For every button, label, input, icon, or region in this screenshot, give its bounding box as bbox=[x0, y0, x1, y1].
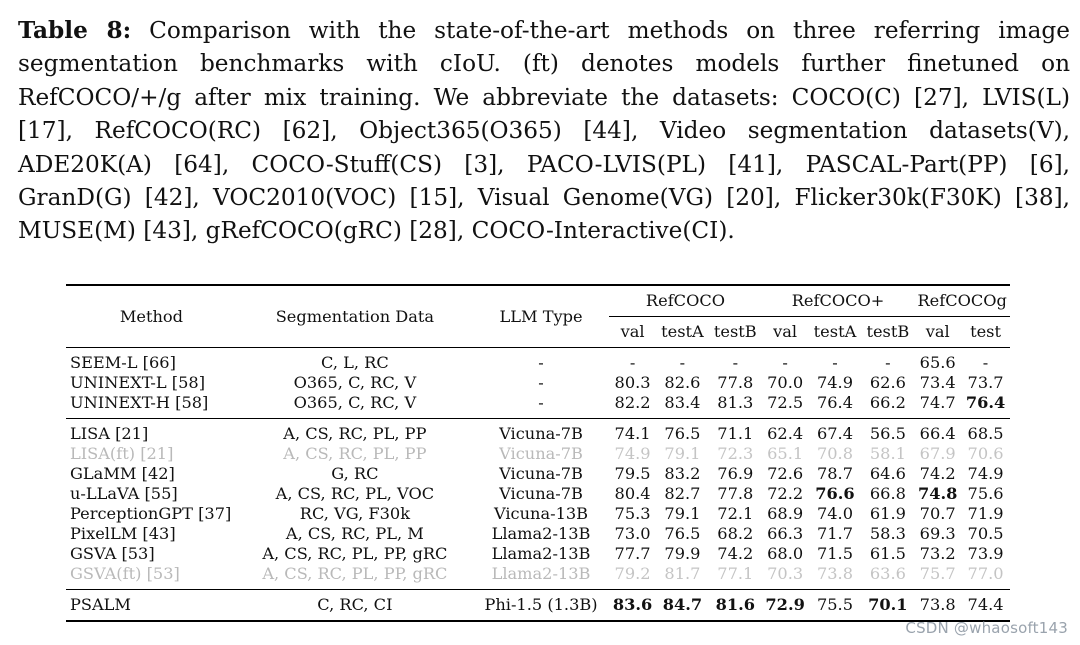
score-cell: 76.5 bbox=[664, 524, 701, 543]
caption-text: Comparison with the state-of-the-art methods on three referring image segmentation benchmarks with cIoU. (ft) denotes models further finetuned on RefCOCO/+/g after mix training. We abbreviate the datasets: COCO(C) [27], LVIS(L) [17], RefCOCO(RC) [62], Object365(O365) [44], Video segmentation datasets(V), ADE20K(A) [64], COCO-Stuff(CS) [3], PACO-LVIS(PL) [41], PASCAL-Part(PP) [6], GranD(G) [42], VOC2010(VOC) [15], Visual Genome(VG) [20], Flicker30k(F30K) [38], MUSE(M) [43], gRefCOCO(gRC) [28], COCO-Interactive(CI). bbox=[18, 17, 1070, 245]
score-cell: 75.6 bbox=[967, 484, 1004, 503]
score-cell: 70.0 bbox=[767, 373, 804, 392]
score-cell: 81.7 bbox=[664, 564, 701, 583]
score-cell: 75.7 bbox=[919, 564, 956, 583]
method-cell: GSVA(ft) [53] bbox=[70, 564, 180, 583]
method-cell: PerceptionGPT [37] bbox=[70, 504, 232, 523]
seg-data-cell: O365, C, RC, V bbox=[293, 393, 417, 412]
seg-data-cell: C, L, RC bbox=[321, 353, 389, 372]
score-cell: - bbox=[982, 353, 989, 372]
method-cell: SEEM-L [66] bbox=[70, 353, 176, 372]
score-cell: 79.2 bbox=[614, 564, 651, 583]
score-cell: 73.0 bbox=[614, 524, 651, 543]
score-cell: 74.2 bbox=[717, 544, 754, 563]
sub-header: val bbox=[773, 322, 798, 341]
score-cell: 81.3 bbox=[717, 393, 754, 412]
seg-data-cell: A, CS, RC, PL, M bbox=[285, 524, 424, 543]
table-row bbox=[66, 484, 1010, 504]
sub-header: testB bbox=[713, 322, 757, 341]
score-cell: 68.5 bbox=[967, 424, 1004, 443]
llm-type-cell: Llama2-13B bbox=[491, 544, 591, 563]
llm-type-cell: Phi-1.5 (1.3B) bbox=[484, 595, 598, 614]
score-cell: 72.5 bbox=[767, 393, 804, 412]
sub-header: val bbox=[925, 322, 950, 341]
table-row bbox=[66, 544, 1010, 564]
score-cell: 61.5 bbox=[869, 544, 906, 563]
score-cell: 73.7 bbox=[967, 373, 1004, 392]
seg-data-cell: A, CS, RC, PL, PP bbox=[283, 444, 427, 463]
score-cell: 64.6 bbox=[869, 464, 906, 483]
score-cell: 73.4 bbox=[919, 373, 956, 392]
score-cell: 67.4 bbox=[816, 424, 853, 443]
score-cell: 82.2 bbox=[614, 393, 651, 412]
score-cell: 58.1 bbox=[869, 444, 906, 463]
score-cell: 76.4 bbox=[816, 393, 853, 412]
score-cell: - bbox=[885, 353, 891, 372]
score-cell: 69.3 bbox=[919, 524, 956, 543]
watermark: CSDN @whaosoft143 bbox=[905, 619, 1068, 637]
llm-type-cell: Llama2-13B bbox=[491, 564, 591, 583]
score-cell: 74.7 bbox=[919, 393, 956, 412]
table-row bbox=[66, 424, 1010, 444]
table-row bbox=[66, 393, 1010, 413]
method-cell: u-LLaVA [55] bbox=[70, 484, 178, 503]
score-cell: 74.9 bbox=[967, 464, 1004, 483]
table-row bbox=[66, 353, 1010, 373]
llm-type-cell: Llama2-13B bbox=[491, 524, 591, 543]
method-cell: PixelLM [43] bbox=[70, 524, 176, 543]
llm-type-cell: Vicuna-7B bbox=[499, 424, 583, 443]
score-cell: 78.7 bbox=[816, 464, 853, 483]
header-group-refcocog: RefCOCOg bbox=[914, 286, 1010, 317]
table-row bbox=[66, 373, 1010, 393]
score-cell: 71.1 bbox=[717, 424, 754, 443]
score-cell: 68.9 bbox=[767, 504, 804, 523]
score-cell: 75.5 bbox=[816, 595, 853, 614]
score-cell: - bbox=[629, 353, 636, 372]
score-cell: 63.6 bbox=[869, 564, 906, 583]
score-cell: 83.4 bbox=[664, 393, 701, 412]
score-cell: 79.9 bbox=[664, 544, 701, 563]
score-cell: 70.1 bbox=[868, 595, 908, 614]
score-cell: 71.9 bbox=[967, 504, 1004, 523]
score-cell: 70.8 bbox=[816, 444, 853, 463]
score-cell: 72.9 bbox=[765, 595, 805, 614]
score-cell: 66.2 bbox=[869, 393, 906, 412]
table-row bbox=[66, 504, 1010, 524]
score-cell: 73.8 bbox=[816, 564, 853, 583]
caption-label: Table 8: bbox=[18, 17, 132, 44]
method-cell: PSALM bbox=[70, 595, 131, 614]
score-cell: 70.6 bbox=[967, 444, 1004, 463]
header-group-refcoco: RefCOCO bbox=[609, 286, 762, 317]
score-cell: 68.0 bbox=[767, 544, 804, 563]
table-row bbox=[66, 444, 1010, 464]
table-row bbox=[66, 524, 1010, 544]
score-cell: 66.4 bbox=[919, 424, 956, 443]
score-cell: 77.7 bbox=[614, 544, 651, 563]
score-cell: 74.1 bbox=[614, 424, 651, 443]
score-cell: 70.5 bbox=[967, 524, 1004, 543]
comparison-table bbox=[66, 284, 1010, 622]
llm-type-cell: Vicuna-13B bbox=[493, 504, 589, 523]
seg-data-cell: RC, VG, F30k bbox=[299, 504, 411, 523]
score-cell: 61.9 bbox=[869, 504, 906, 523]
score-cell: 72.2 bbox=[767, 484, 804, 503]
score-cell: 75.3 bbox=[614, 504, 651, 523]
score-cell: 76.9 bbox=[717, 464, 754, 483]
score-cell: 77.8 bbox=[717, 373, 754, 392]
sub-header: testA bbox=[661, 322, 704, 341]
table-row bbox=[66, 564, 1010, 584]
score-cell: 73.9 bbox=[967, 544, 1004, 563]
score-cell: 80.3 bbox=[614, 373, 651, 392]
score-cell: 76.6 bbox=[815, 484, 855, 503]
seg-data-cell: O365, C, RC, V bbox=[293, 373, 417, 392]
score-cell: 62.6 bbox=[869, 373, 906, 392]
method-cell: LISA(ft) [21] bbox=[70, 444, 174, 463]
score-cell: 74.9 bbox=[614, 444, 651, 463]
llm-type-cell: - bbox=[538, 373, 544, 392]
score-cell: - bbox=[832, 353, 838, 372]
llm-type-cell: Vicuna-7B bbox=[499, 464, 583, 483]
header-group-refcocoplus: RefCOCO+ bbox=[762, 286, 915, 317]
score-cell: 72.1 bbox=[717, 504, 754, 523]
score-cell: 79.1 bbox=[664, 504, 701, 523]
score-cell: 67.9 bbox=[919, 444, 956, 463]
sub-header: testB bbox=[866, 322, 910, 341]
score-cell: 65.1 bbox=[767, 444, 804, 463]
score-cell: 74.0 bbox=[816, 504, 853, 523]
score-cell: 72.3 bbox=[717, 444, 754, 463]
score-cell: 65.6 bbox=[919, 353, 956, 372]
score-cell: 84.7 bbox=[662, 595, 703, 614]
score-cell: 74.2 bbox=[919, 464, 956, 483]
score-cell: 71.7 bbox=[816, 524, 853, 543]
table-row bbox=[66, 464, 1010, 484]
seg-data-cell: A, CS, RC, PL, PP bbox=[283, 424, 427, 443]
sub-header: val bbox=[620, 322, 645, 341]
score-cell: 77.8 bbox=[717, 484, 754, 503]
score-cell: - bbox=[679, 353, 686, 372]
seg-data-cell: A, CS, RC, PL, VOC bbox=[275, 484, 435, 503]
score-cell: 82.7 bbox=[664, 484, 701, 503]
llm-type-cell: Vicuna-7B bbox=[499, 484, 583, 503]
score-cell: 66.8 bbox=[869, 484, 906, 503]
sub-header: test bbox=[970, 322, 1001, 341]
method-cell: GLaMM [42] bbox=[70, 464, 175, 483]
score-cell: 73.2 bbox=[919, 544, 956, 563]
score-cell: 68.2 bbox=[717, 524, 754, 543]
method-cell: UNINEXT-L [58] bbox=[70, 373, 206, 392]
score-cell: 77.0 bbox=[967, 564, 1004, 583]
method-cell: UNINEXT-H [58] bbox=[70, 393, 209, 412]
score-cell: 81.6 bbox=[715, 595, 756, 614]
llm-type-cell: - bbox=[538, 353, 544, 372]
method-cell: GSVA [53] bbox=[70, 544, 155, 563]
score-cell: 76.5 bbox=[664, 424, 701, 443]
score-cell: 77.1 bbox=[717, 564, 754, 583]
header-seg-data: Segmentation Data bbox=[275, 306, 435, 326]
score-cell: 70.3 bbox=[767, 564, 804, 583]
score-cell: 79.5 bbox=[614, 464, 651, 483]
seg-data-cell: A, CS, RC, PL, PP, gRC bbox=[262, 544, 448, 563]
score-cell: 58.3 bbox=[869, 524, 906, 543]
table-row bbox=[66, 595, 1010, 615]
score-cell: 82.6 bbox=[664, 373, 701, 392]
score-cell: 73.8 bbox=[919, 595, 956, 614]
score-cell: - bbox=[782, 353, 788, 372]
seg-data-cell: A, CS, RC, PL, PP, gRC bbox=[262, 564, 448, 583]
score-cell: 74.9 bbox=[816, 373, 853, 392]
score-cell: 62.4 bbox=[767, 424, 804, 443]
score-cell: 56.5 bbox=[869, 424, 906, 443]
score-cell: 76.4 bbox=[965, 393, 1006, 412]
llm-type-cell: - bbox=[538, 393, 544, 412]
score-cell: 83.2 bbox=[664, 464, 701, 483]
sub-header: testA bbox=[813, 322, 857, 341]
score-cell: 71.5 bbox=[816, 544, 853, 563]
score-cell: 66.3 bbox=[767, 524, 804, 543]
score-cell: - bbox=[732, 353, 739, 372]
score-cell: 83.6 bbox=[612, 595, 653, 614]
llm-type-cell: Vicuna-7B bbox=[499, 444, 583, 463]
seg-data-cell: G, RC bbox=[331, 464, 379, 483]
score-cell: 70.7 bbox=[919, 504, 956, 523]
score-cell: 74.4 bbox=[967, 595, 1004, 614]
header-llm-type: LLM Type bbox=[499, 306, 583, 326]
table-caption bbox=[18, 14, 1070, 248]
score-cell: 80.4 bbox=[614, 484, 651, 503]
header-method: Method bbox=[119, 306, 184, 326]
score-cell: 72.6 bbox=[767, 464, 804, 483]
method-cell: LISA [21] bbox=[70, 424, 149, 443]
score-cell: 79.1 bbox=[664, 444, 701, 463]
seg-data-cell: C, RC, CI bbox=[317, 595, 393, 614]
score-cell: 74.8 bbox=[917, 484, 958, 503]
